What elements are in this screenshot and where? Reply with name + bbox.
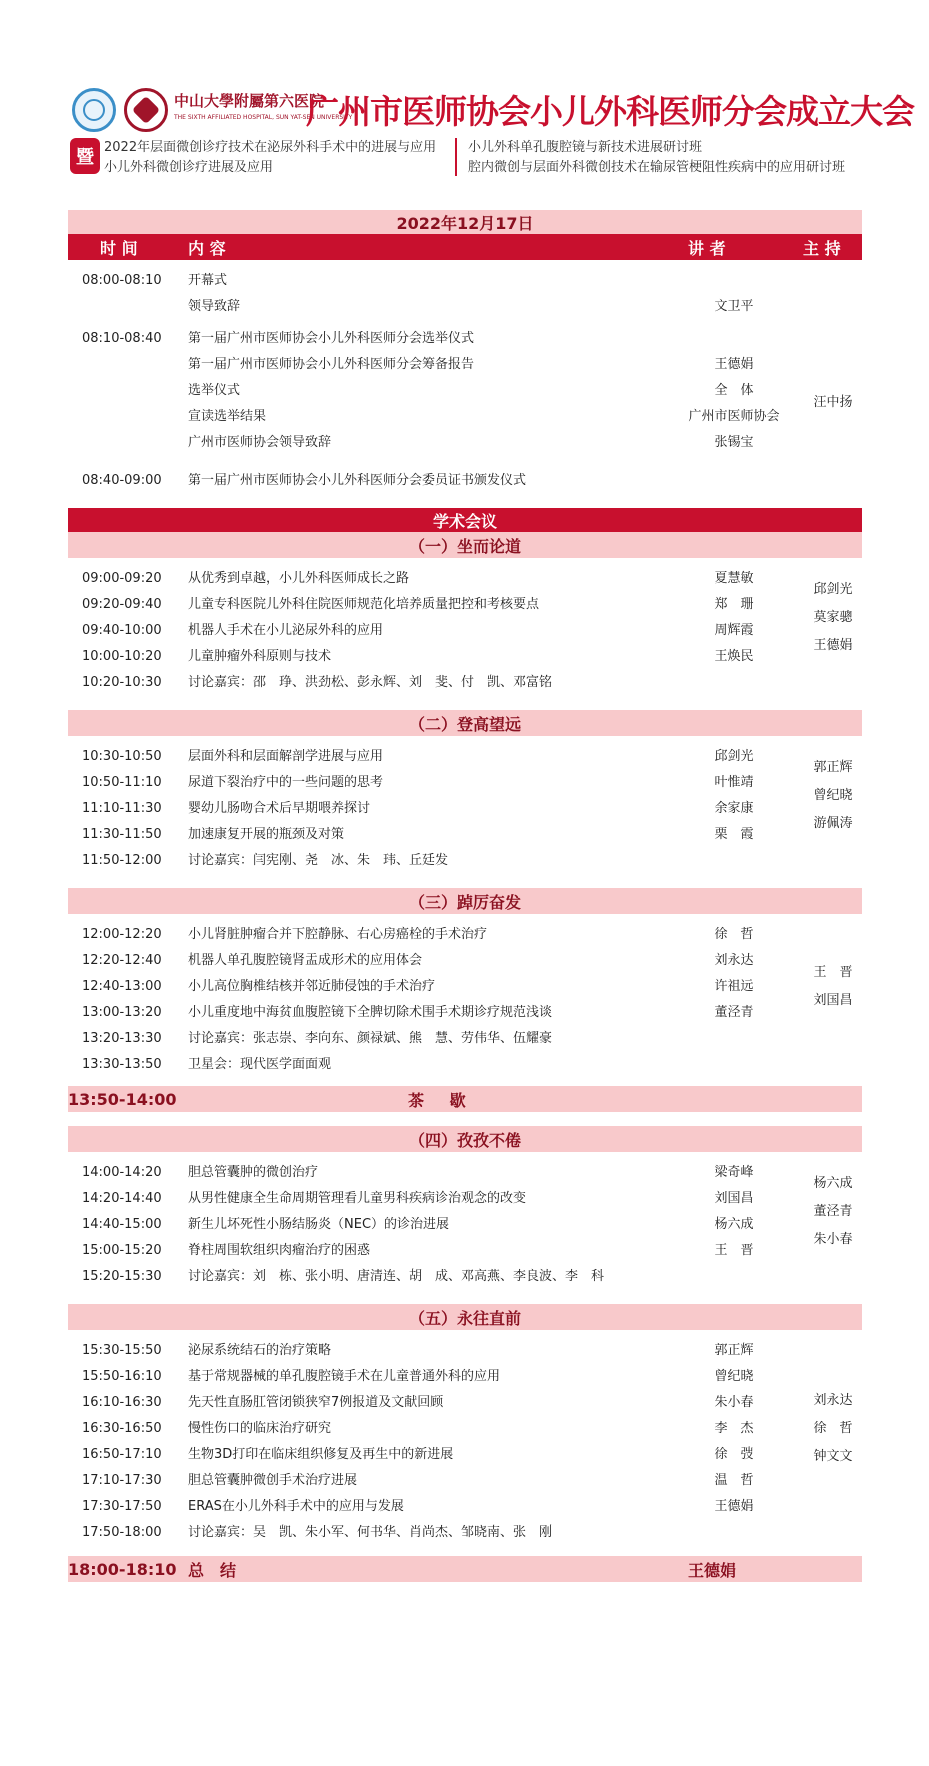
- row-content: 从男性健康全生命周期管理看儿童男科疾病诊治观念的改变: [188, 1191, 527, 1206]
- row-speaker: 王焕民: [714, 649, 754, 664]
- row-content: 开幕式: [188, 273, 228, 288]
- row-content: 小儿高位胸椎结核并邻近肺侵蚀的手术治疗: [188, 979, 436, 994]
- row-speaker: 郭正辉: [714, 1343, 754, 1358]
- row-speaker: 叶惟靖: [714, 775, 754, 790]
- host-name: 邱剑光: [813, 582, 853, 597]
- row-speaker: 王德娟: [714, 357, 754, 372]
- row-speaker: 徐 弢: [714, 1447, 754, 1462]
- row-time: 09:20-09:40: [82, 597, 162, 612]
- table-row: [68, 1264, 862, 1290]
- row-content: 先天性直肠肛管闭锁狭窄7例报道及文献回顾: [188, 1395, 444, 1410]
- row-content: 基于常规器械的单孔腹腔镜手术在儿童普通外科的应用: [188, 1369, 501, 1384]
- session-title: （一）坐而论道: [68, 532, 862, 558]
- row-speaker: 文卫平: [714, 299, 754, 314]
- table-row: [68, 1442, 862, 1468]
- row-content: 机器人手术在小儿泌尿外科的应用: [188, 623, 384, 638]
- row-content: 儿童专科医院儿外科住院医师规范化培养质量把控和考核要点: [188, 597, 540, 612]
- table-row: [68, 592, 862, 618]
- session-title: （二）登高望远: [68, 710, 862, 736]
- table-row: [68, 822, 862, 848]
- table-row: [68, 1390, 862, 1416]
- table-row: [68, 1238, 862, 1264]
- row-speaker: 许祖远: [714, 979, 754, 994]
- row-speaker: 栗 霞: [714, 827, 754, 842]
- table-row: [68, 566, 862, 592]
- row-content: 慢性伤口的临床治疗研究: [188, 1421, 332, 1436]
- row-content: 层面外科和层面解剖学进展与应用: [188, 749, 384, 764]
- row-time: 13:00-13:20: [82, 1005, 162, 1020]
- table-row: [68, 1026, 862, 1052]
- row-speaker: 刘国昌: [714, 1191, 754, 1206]
- host-name: 董泾青: [813, 1204, 853, 1219]
- row-content: 泌尿系统结石的治疗策略: [188, 1343, 332, 1358]
- host-name: 刘永达: [813, 1393, 853, 1408]
- table-row: [68, 1468, 862, 1494]
- row-speaker: 董泾青: [714, 1005, 754, 1020]
- row-content: 广州市医师协会领导致辞: [188, 435, 332, 450]
- row-time: 08:10-08:40: [82, 331, 162, 346]
- column-speaker: 讲 者: [688, 238, 726, 258]
- subtitle-left-line: 2022年层面微创诊疗技术在泌尿外科手术中的进展与应用: [104, 140, 437, 155]
- row-time: 15:50-16:10: [82, 1369, 162, 1384]
- row-time: 13:30-13:50: [82, 1057, 162, 1072]
- subtitle-left: [104, 138, 436, 178]
- row-content: 讨论嘉宾：吴 凯、朱小军、何书华、肖尚杰、邹晓南、张 刚: [188, 1525, 553, 1540]
- host-name: 朱小春: [813, 1232, 853, 1247]
- row-speaker: 徐 哲: [714, 927, 754, 942]
- host-name: 杨六成: [813, 1176, 853, 1191]
- table-row: [68, 644, 862, 670]
- row-speaker: 温 哲: [714, 1473, 754, 1488]
- row-time: 11:30-11:50: [82, 827, 162, 842]
- column-header: [68, 234, 862, 260]
- page-title: 广州市医师协会小儿外科医师分会成立大会: [306, 92, 914, 131]
- host-name: 汪中扬: [813, 395, 853, 410]
- table-row: [68, 1186, 862, 1212]
- row-speaker: 王德娟: [714, 1499, 754, 1514]
- closing-time: 18:00-18:10: [68, 1559, 177, 1579]
- row-content: 儿童肿瘤外科原则与技术: [188, 649, 332, 664]
- row-content: 讨论嘉宾：张志崇、李向东、颜禄斌、熊 慧、劳伟华、伍耀豪: [188, 1031, 553, 1046]
- host-name: 王德娟: [813, 638, 853, 653]
- row-content: 新生儿坏死性小肠结肠炎（NEC）的诊治进展: [188, 1217, 450, 1232]
- table-row: [68, 1212, 862, 1238]
- row-content: 生物3D打印在临床组织修复及再生中的新进展: [188, 1447, 454, 1462]
- row-content: 讨论嘉宾：闫宪刚、尧 冰、朱 玮、丘廷发: [188, 853, 449, 868]
- subtitle-left-line: 小儿外科微创诊疗进展及应用: [104, 160, 274, 175]
- row-content: 卫星会：现代医学面面观: [188, 1057, 332, 1072]
- table-row: [68, 404, 862, 430]
- row-speaker: 全 体: [714, 383, 754, 398]
- table-row: [68, 1338, 862, 1364]
- closing-label: 总 结: [188, 1560, 237, 1580]
- host-name: 郭正辉: [813, 760, 853, 775]
- academic-band: 学术会议: [68, 508, 862, 532]
- subtitle-right-line: 小儿外科单孔腹腔镜与新技术进展研讨班: [468, 140, 703, 155]
- row-time: 10:30-10:50: [82, 749, 162, 764]
- table-row: [68, 430, 862, 456]
- header-divider: [455, 138, 457, 176]
- row-time: 09:00-09:20: [82, 571, 162, 586]
- closing-band: [68, 1556, 862, 1582]
- subtitle-right-line: 腔内微创与层面外科微创技术在输尿管梗阻性疾病中的应用研讨班: [468, 160, 846, 175]
- host-name: 徐 哲: [813, 1421, 853, 1436]
- session-title: （三）踔厉奋发: [68, 888, 862, 914]
- row-time: 15:20-15:30: [82, 1269, 162, 1284]
- row-time: 12:00-12:20: [82, 927, 162, 942]
- table-row: [68, 948, 862, 974]
- row-speaker: 邱剑光: [714, 749, 754, 764]
- tea-break-time: 13:50-14:00: [68, 1089, 177, 1109]
- closing-speaker: 王德娟: [688, 1560, 737, 1580]
- row-time: 14:20-14:40: [82, 1191, 162, 1206]
- table-row: [68, 468, 862, 494]
- subtitle-right: [468, 138, 845, 178]
- row-speaker: 杨六成: [714, 1217, 754, 1232]
- table-row: [68, 670, 862, 696]
- table-row: [68, 294, 862, 320]
- row-time: 11:10-11:30: [82, 801, 162, 816]
- row-content: 领导致辞: [188, 299, 241, 314]
- row-speaker: 郑 珊: [714, 597, 754, 612]
- row-time: 15:00-15:20: [82, 1243, 162, 1258]
- row-content: 小儿重度地中海贫血腹腔镜下全脾切除术围手术期诊疗规范浅谈: [188, 1005, 553, 1020]
- row-time: 14:00-14:20: [82, 1165, 162, 1180]
- column-host: 主 持: [803, 238, 841, 258]
- table-row: [68, 974, 862, 1000]
- row-time: 12:40-13:00: [82, 979, 162, 994]
- table-row: [68, 848, 862, 874]
- row-time: 10:20-10:30: [82, 675, 162, 690]
- row-speaker: 周辉霞: [714, 623, 754, 638]
- host-name: 王 晋: [813, 965, 853, 980]
- session-title: （五）永往直前: [68, 1304, 862, 1330]
- row-content: 胆总管囊肿的微创治疗: [188, 1165, 319, 1180]
- table-row: [68, 352, 862, 378]
- column-time: 时 间: [100, 238, 138, 258]
- row-content: 讨论嘉宾：刘 栋、张小明、唐清连、胡 成、邓高燕、李良波、李 科: [188, 1269, 605, 1284]
- table-row: [68, 618, 862, 644]
- column-content: 内 容: [188, 238, 226, 258]
- table-row: [68, 922, 862, 948]
- row-time: 14:40-15:00: [82, 1217, 162, 1232]
- row-speaker: 王 晋: [714, 1243, 754, 1258]
- table-row: [68, 744, 862, 770]
- row-time: 16:10-16:30: [82, 1395, 162, 1410]
- table-row: [68, 1052, 862, 1078]
- row-content: 脊柱周围软组织肉瘤治疗的困惑: [188, 1243, 371, 1258]
- tea-break-band: [68, 1086, 862, 1112]
- row-content: 机器人单孔腹腔镜肾盂成形术的应用体会: [188, 953, 423, 968]
- host-name: 莫家骢: [813, 610, 853, 625]
- row-speaker: 刘永达: [714, 953, 754, 968]
- row-time: 10:00-10:20: [82, 649, 162, 664]
- row-content: 婴幼儿肠吻合术后早期喂养探讨: [188, 801, 371, 816]
- university-name: 中山大學附屬第六医院: [174, 92, 325, 110]
- row-content: 加速康复开展的瓶颈及对策: [188, 827, 345, 842]
- table-row: [68, 268, 862, 294]
- row-time: 08:40-09:00: [82, 473, 162, 488]
- table-row: [68, 378, 862, 404]
- row-speaker: 夏慧敏: [714, 571, 754, 586]
- seal-icon: 暨: [70, 138, 100, 174]
- row-time: 11:50-12:00: [82, 853, 162, 868]
- tea-break-label: 茶 歇: [408, 1090, 476, 1110]
- table-row: [68, 770, 862, 796]
- row-speaker: 张锡宝: [714, 435, 754, 450]
- table-row: [68, 1520, 862, 1546]
- row-time: 17:10-17:30: [82, 1473, 162, 1488]
- row-time: 10:50-11:10: [82, 775, 162, 790]
- row-time: 08:00-08:10: [82, 273, 162, 288]
- row-content: 小儿肾脏肿瘤合并下腔静脉、右心房癌栓的手术治疗: [188, 927, 488, 942]
- table-row: [68, 326, 862, 352]
- row-content: 从优秀到卓越，小儿外科医师成长之路: [188, 571, 410, 586]
- date-band: 2022年12月17日: [68, 210, 862, 234]
- row-time: 17:30-17:50: [82, 1499, 162, 1514]
- row-content: 讨论嘉宾：邵 琤、洪劲松、彭永辉、刘 斐、付 凯、邓富铭: [188, 675, 553, 690]
- page-header: [0, 0, 929, 200]
- row-speaker: 曾纪晓: [714, 1369, 754, 1384]
- session-title: （四）孜孜不倦: [68, 1126, 862, 1152]
- host-name: 游佩涛: [813, 816, 853, 831]
- row-speaker: 广州市医师协会: [688, 409, 780, 424]
- table-row: [68, 1416, 862, 1442]
- row-content: 第一届广州市医师协会小儿外科医师分会筹备报告: [188, 357, 475, 372]
- row-content: 尿道下裂治疗中的一些问题的思考: [188, 775, 384, 790]
- table-row: [68, 1494, 862, 1520]
- row-content: 宣读选举结果: [188, 409, 267, 424]
- row-content: 选举仪式: [188, 383, 241, 398]
- row-content: 第一届广州市医师协会小儿外科医师分会选举仪式: [188, 331, 475, 346]
- row-speaker: 梁奇峰: [714, 1165, 754, 1180]
- host-name: 钟文文: [813, 1449, 853, 1464]
- table-row: [68, 1000, 862, 1026]
- host-name: 曾纪晓: [813, 788, 853, 803]
- row-time: 17:50-18:00: [82, 1525, 162, 1540]
- row-time: 12:20-12:40: [82, 953, 162, 968]
- row-content: 第一届广州市医师协会小儿外科医师分会委员证书颁发仪式: [188, 473, 527, 488]
- association-logo-icon: [72, 88, 116, 132]
- row-time: 16:30-16:50: [82, 1421, 162, 1436]
- row-content: 胆总管囊肿微创手术治疗进展: [188, 1473, 358, 1488]
- row-content: ERAS在小儿外科手术中的应用与发展: [188, 1499, 404, 1514]
- table-row: [68, 1160, 862, 1186]
- row-time: 15:30-15:50: [82, 1343, 162, 1358]
- row-speaker: 余家康: [714, 801, 754, 816]
- row-time: 16:50-17:10: [82, 1447, 162, 1462]
- row-speaker: 朱小春: [714, 1395, 754, 1410]
- row-speaker: 李 杰: [714, 1421, 754, 1436]
- table-row: [68, 1364, 862, 1390]
- hospital-logo-icon: [124, 88, 168, 132]
- host-name: 刘国昌: [813, 993, 853, 1008]
- university-english-name: THE SIXTH AFFILIATED HOSPITAL, SUN YAT-SEN UNIVERSITY: [174, 114, 353, 121]
- table-row: [68, 796, 862, 822]
- row-time: 09:40-10:00: [82, 623, 162, 638]
- row-time: 13:20-13:30: [82, 1031, 162, 1046]
